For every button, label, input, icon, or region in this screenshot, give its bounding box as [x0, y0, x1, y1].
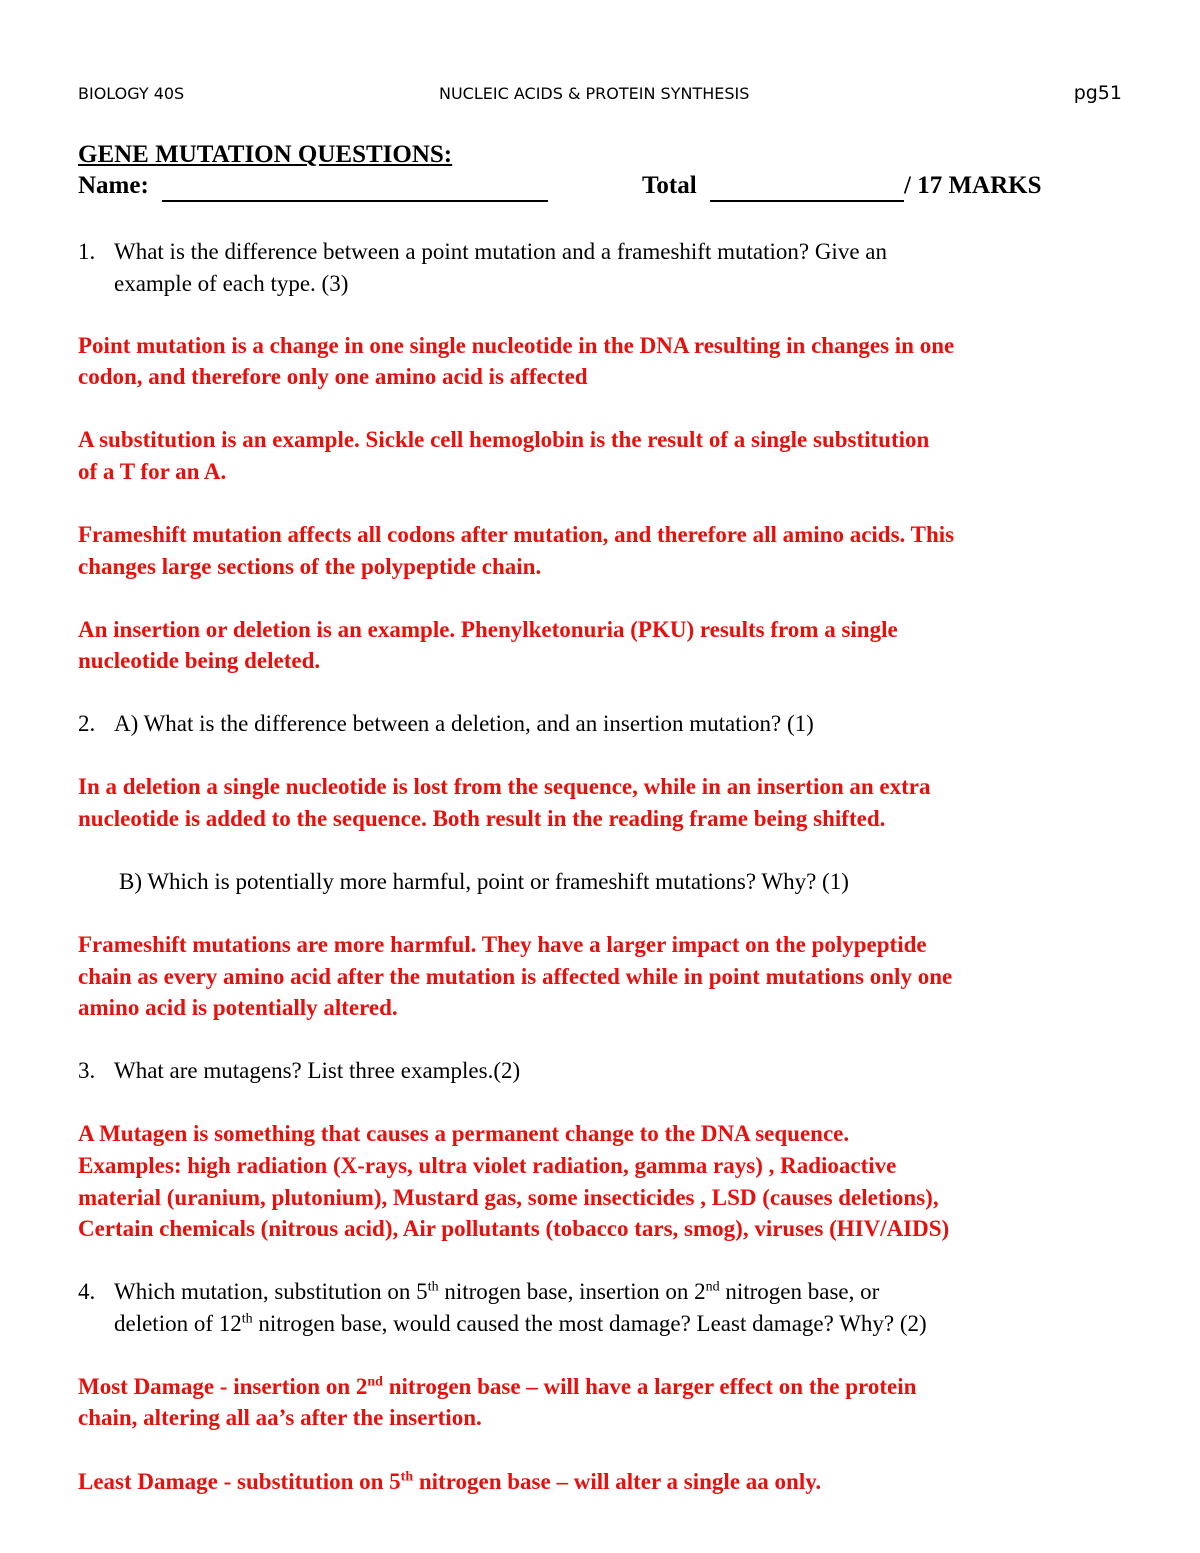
unit-label: NUCLEIC ACIDS & PROTEIN SYNTHESIS: [439, 84, 750, 103]
question-2b: B) Which is potentially more harmful, point or frameshift mutations? Why? (1): [119, 869, 849, 894]
name-blank[interactable]: [162, 200, 548, 202]
page-header: [78, 84, 1122, 110]
question-text: A) What is the difference between a deletion, and an insertion mutation? (1): [114, 711, 814, 736]
name-label: Name:: [78, 172, 149, 199]
total-blank[interactable]: [710, 200, 904, 202]
name-total-row: [78, 172, 1078, 202]
answer-2a-line: In a deletion a single nucleotide is lost from the sequence, while in an insertion an extra: [78, 774, 931, 799]
total-label: Total: [642, 172, 697, 199]
answer-1-line: Frameshift mutation affects all codons after mutation, and therefore all amino acids. This: [78, 522, 955, 547]
question-number: 4.: [78, 1279, 96, 1304]
answer-4-most-damage: Most Damage - insertion on 2nd nitrogen base – will have a larger effect on the protein: [78, 1374, 917, 1399]
answer-3-line: Examples: high radiation (X-rays, ultra violet radiation, gamma rays) , Radioactive: [78, 1153, 897, 1178]
answer-1-line: of a T for an A.: [78, 459, 227, 484]
total-marks: / 17 MARKS: [904, 172, 1042, 199]
question-text: deletion of 12th nitrogen base, would caused the most damage? Least damage? Why? (2): [114, 1310, 927, 1336]
answer-3-line: Certain chemicals (nitrous acid), Air pollutants (tobacco tars, smog), viruses (HIV/AIDS): [78, 1216, 950, 1241]
question-text: What is the difference between a point mutation and a frameshift mutation? Give an: [114, 239, 887, 264]
question-text: Which mutation, substitution on 5th nitrogen base, insertion on 2nd nitrogen base, or: [114, 1279, 880, 1304]
answer-2b-line: Frameshift mutations are more harmful. They have a larger impact on the polypeptide: [78, 932, 927, 957]
question-text: What are mutagens? List three examples.(2): [114, 1058, 521, 1083]
answer-4-least-damage: Least Damage - substitution on 5th nitrogen base – will alter a single aa only.: [78, 1469, 822, 1494]
answer-1-line: changes large sections of the polypeptide chain.: [78, 554, 542, 579]
question-number: 3.: [78, 1058, 96, 1083]
answer-1-line: nucleotide being deleted.: [78, 648, 321, 673]
question-number: 1.: [78, 239, 96, 264]
answer-3-line: A Mutagen is something that causes a permanent change to the DNA sequence.: [78, 1121, 850, 1146]
answer-1-line: A substitution is an example. Sickle cell hemoglobin is the result of a single substitution: [78, 427, 930, 452]
answer-1-line: Point mutation is a change in one single nucleotide in the DNA resulting in changes in one: [78, 333, 955, 358]
course-label: BIOLOGY 40S: [78, 84, 185, 103]
page-number: pg51: [1073, 82, 1122, 104]
answer-2b-line: amino acid is potentially altered.: [78, 995, 398, 1020]
answer-1-line: codon, and therefore only one amino acid is affected: [78, 364, 588, 389]
answer-1-line: An insertion or deletion is an example. Phenylketonuria (PKU) results from a single: [78, 617, 898, 642]
answer-3-line: material (uranium, plutonium), Mustard gas, some insecticides , LSD (causes deletions),: [78, 1185, 939, 1210]
question-text: example of each type. (3): [114, 270, 349, 296]
question-number: 2.: [78, 711, 96, 736]
answer-2a-line: nucleotide is added to the sequence. Both result in the reading frame being shifted.: [78, 806, 886, 831]
worksheet-title: GENE MUTATION QUESTIONS:: [78, 141, 453, 168]
answer-4-most-damage-cont: chain, altering all aa’s after the insertion.: [78, 1405, 482, 1430]
answer-2b-line: chain as every amino acid after the mutation is affected while in point mutations only one: [78, 964, 953, 989]
